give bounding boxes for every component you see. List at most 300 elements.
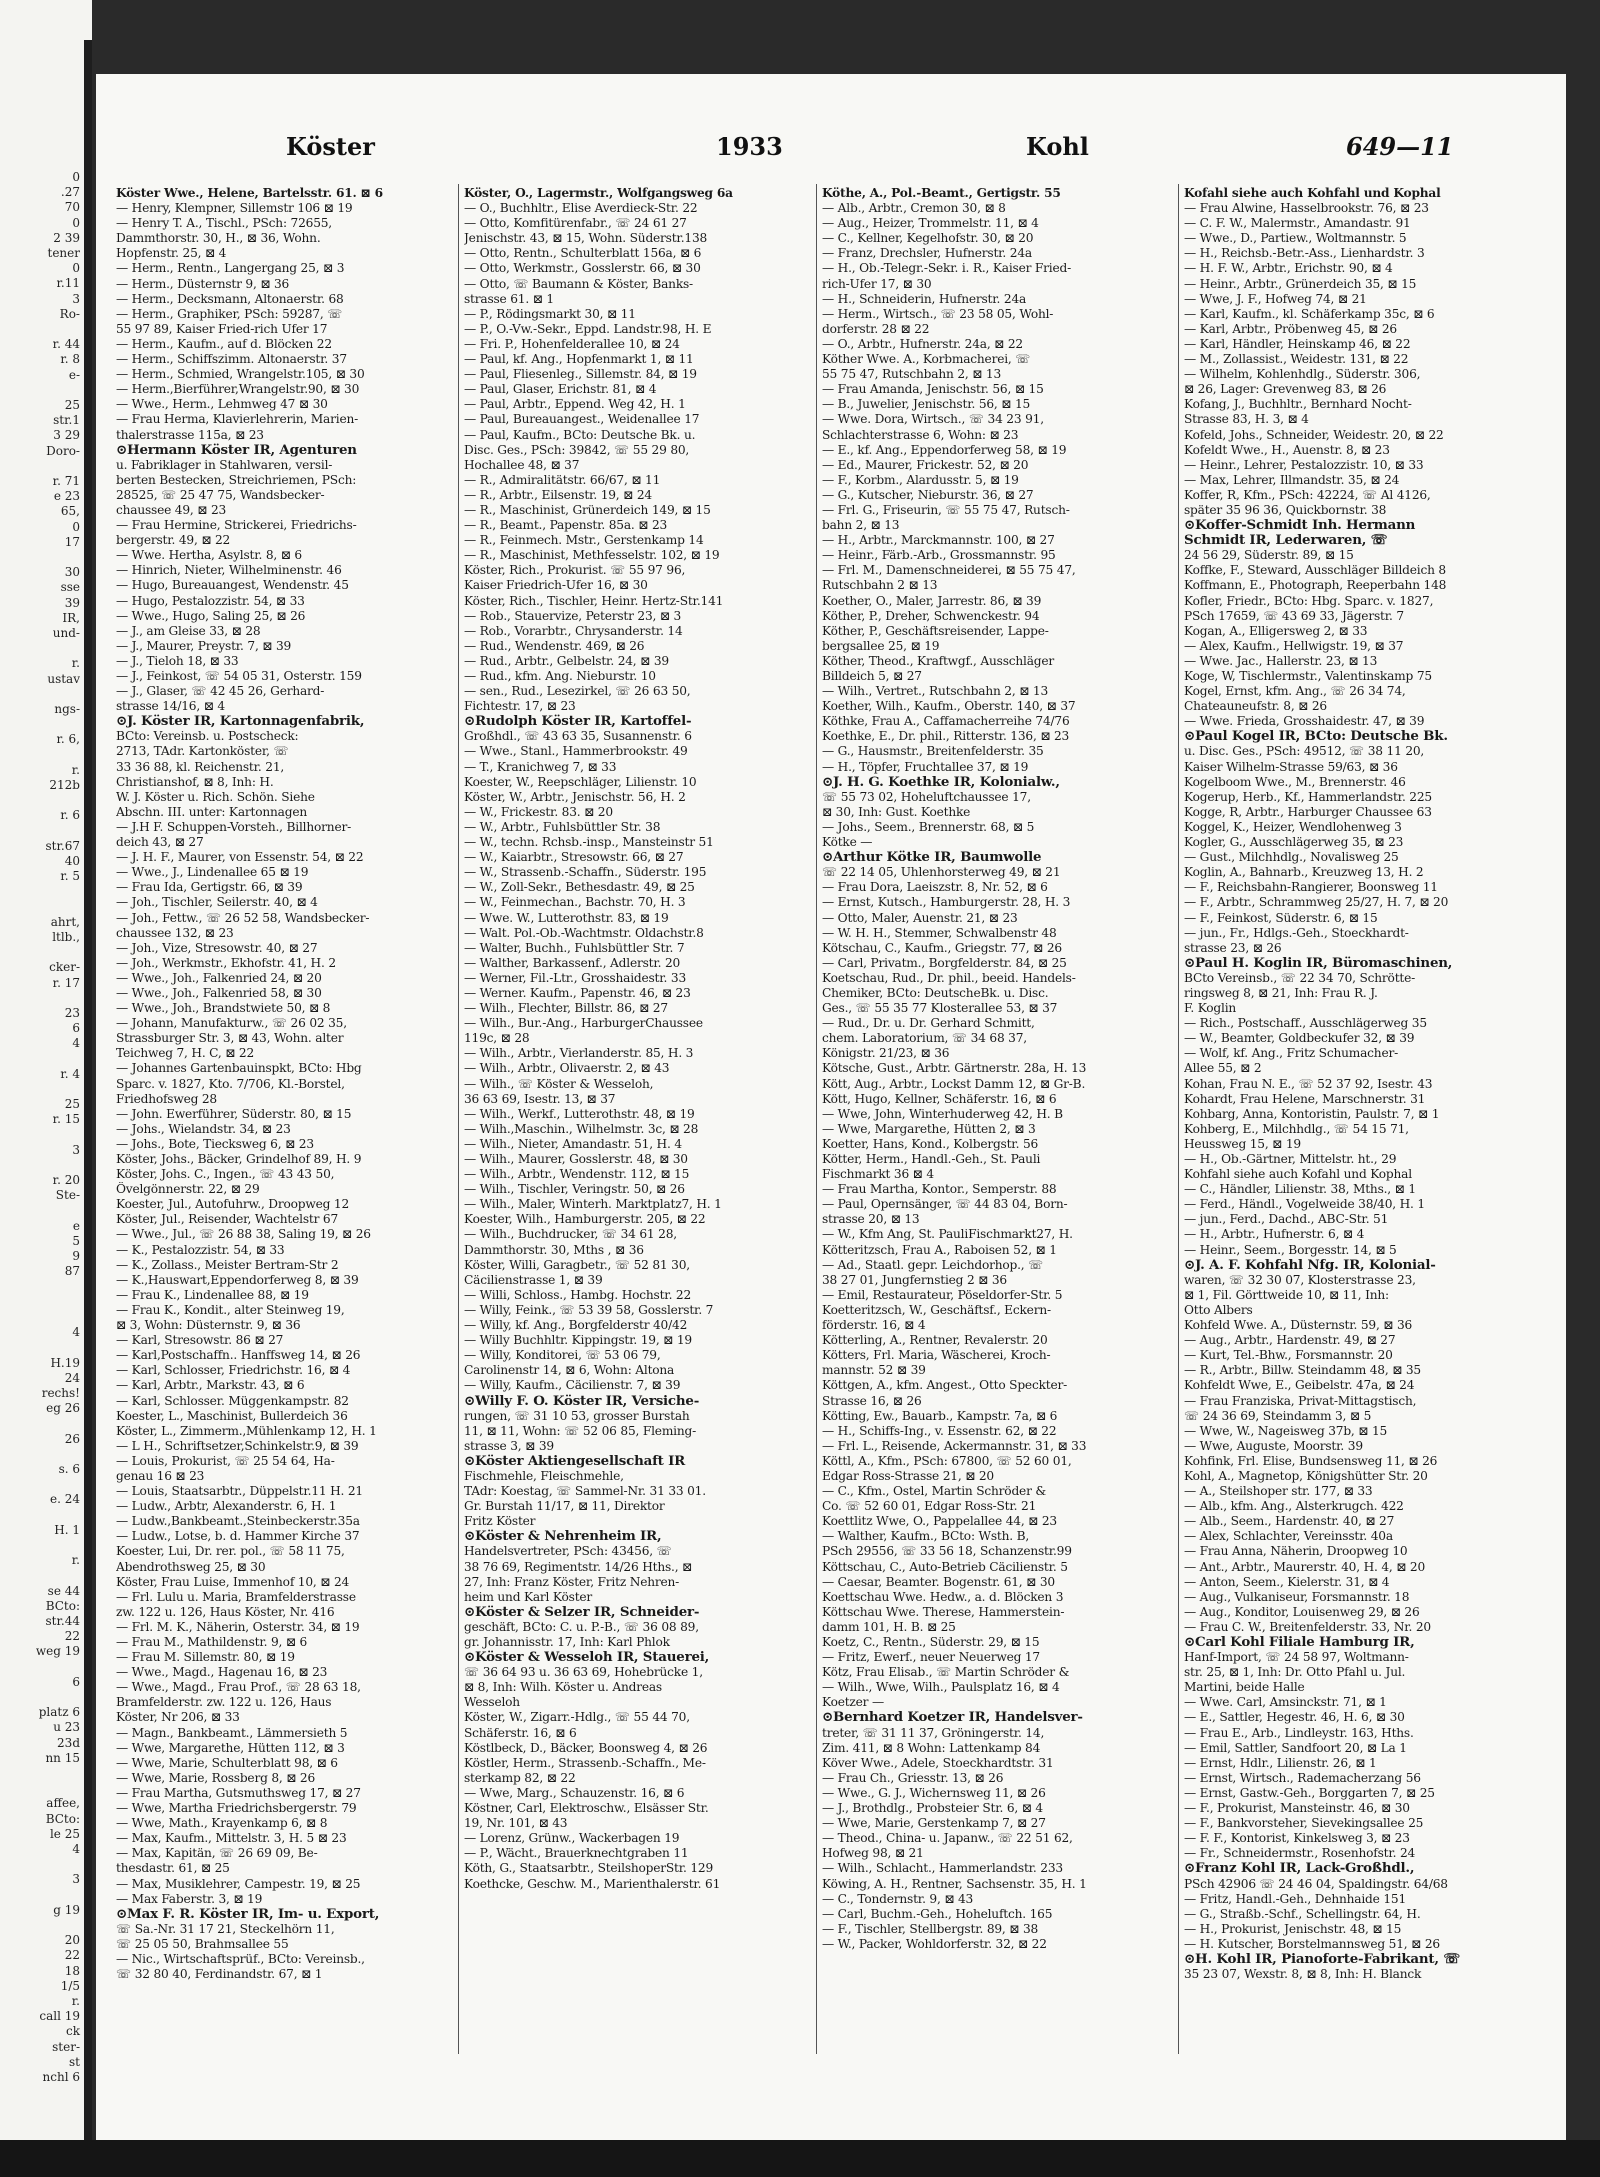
directory-entry: — W., Strassenb.-Schaffn., Süderstr. 195 [464, 865, 707, 880]
directory-entry: Kaiser Wilhelm-Strasse 59/63, ⊠ 36 [1184, 759, 1398, 774]
directory-entry: 24 56 29, Süderstr. 89, ⊠ 15 [1184, 548, 1354, 563]
column-divider [816, 184, 817, 2054]
directory-entry: — Ferd., Händl., Vogelweide 38/40, H. 1 [1184, 1197, 1425, 1212]
directory-entry: — Willy, Konditorei, ☏ 53 06 79, [464, 1348, 661, 1363]
directory-entry: Otto Albers [1184, 1302, 1253, 1317]
directory-entry: ☏ 22 14 05, Uhlenhorsterweg 49, ⊠ 21 [822, 865, 1061, 880]
directory-entry: — Karl,Postschaffn.. Hanffsweg 14, ⊠ 26 [116, 1348, 361, 1363]
directory-entry: — J.H F. Schuppen-Vorsteh., Billhorner- [116, 819, 351, 834]
directory-entry: — Ernst, Hdlr., Lilienstr. 26, ⊠ 1 [1184, 1755, 1377, 1770]
directory-entry: — Joh., Werkmstr., Ekhofstr. 41, H. 2 [116, 955, 336, 970]
directory-entry: Allee 55, ⊠ 2 [1184, 1061, 1262, 1076]
directory-entry: Köster Wwe., Helene, Bartelsstr. 61. ⊠ 6 [116, 186, 383, 200]
column-4 [1184, 186, 1546, 2086]
directory-entry: — W., Arbtr., Fuhlsbüttler Str. 38 [464, 819, 661, 834]
directory-entry: — Willy, Feink., ☏ 53 39 58, Gosslerstr. 7 [464, 1302, 714, 1317]
gutter-fragment: r. 15 [52, 1112, 80, 1127]
directory-entry: — Wwe., Magd., Frau Prof., ☏ 28 63 18, [116, 1680, 361, 1695]
directory-entry: Kohberg, E., Milchhdlg., ☏ 54 15 71, [1184, 1121, 1409, 1136]
directory-entry: W. J. Köster u. Rich. Schön. Siehe [116, 789, 315, 804]
directory-entry: ⊙ Rudolph Köster IR, Kartoffel- [464, 714, 812, 729]
gutter-fragment: r. [71, 1994, 80, 2008]
gutter-fragment: 3 [72, 1142, 80, 1157]
directory-entry: ⊙ Köster & Selzer IR, Schneider- [464, 1605, 812, 1620]
directory-entry: — Paul, kf. Ang., Hopfenmarkt 1, ⊠ 11 [464, 352, 694, 367]
gutter-fragment: 1/5 [60, 1978, 80, 1993]
directory-entry: — O., Buchhltr., Elise Averdieck-Str. 22 [464, 201, 698, 216]
directory-entry: u. Fabriklager in Stahlwaren, versil- [116, 457, 333, 472]
directory-entry: Kogel, Ernst, kfm. Ang., ☏ 26 34 74, [1184, 684, 1406, 699]
directory-entry: — W., techn. Rchsb.-insp., Mansteinstr 51 [464, 835, 714, 850]
column-divider [1178, 184, 1179, 2054]
gutter-fragment: str.1 [53, 413, 80, 428]
directory-entry: — Wwe., J., Lindenallee 65 ⊠ 19 [116, 865, 309, 880]
directory-entry: ☏ 55 73 02, Hoheluftchaussee 17, [822, 789, 1031, 804]
directory-entry: — Carl, Buchm.-Geh., Hoheluftch. 165 [822, 1906, 1053, 1921]
directory-entry: — Alb., Seem., Hardenstr. 40, ⊠ 27 [1184, 1514, 1395, 1529]
gutter-fragment: r. [71, 656, 80, 671]
directory-entry: Kogelboom Wwe., M., Brennerstr. 46 [1184, 774, 1406, 789]
directory-entry: — Alb., Arbtr., Cremon 30, ⊠ 8 [822, 201, 1006, 216]
directory-entry: Köthe, A., Pol.-Beamt., Gertigstr. 55 [822, 186, 1061, 200]
directory-entry: — Wilh., Arbtr., Wendenstr. 112, ⊠ 15 [464, 1167, 690, 1182]
directory-entry: Edgar Ross-Strasse 21, ⊠ 20 [822, 1468, 994, 1483]
directory-entry: — Herm.,Bierführer,Wrangelstr.90, ⊠ 30 [116, 382, 360, 397]
directory-entry: — Johs., Seem., Brennerstr. 68, ⊠ 5 [822, 819, 1035, 834]
page-header [96, 132, 1566, 172]
gutter-fragment: tener [47, 246, 80, 260]
directory-entry: Köwing, A. H., Rentner, Sachsenstr. 35, H. 1 [822, 1876, 1087, 1891]
directory-entry: — R., Arbtr., Eilsenstr. 19, ⊠ 24 [464, 487, 652, 502]
directory-entry: Kött, Aug., Arbtr., Lockst Damm 12, ⊠ Gr-B. [822, 1076, 1086, 1091]
directory-entry: Köster, Nr 206, ⊠ 33 [116, 1710, 240, 1725]
directory-entry: — K.,Hauswart,Eppendorferweg 8, ⊠ 39 [116, 1272, 359, 1287]
directory-entry: — F., Reichsbahn-Rangierer, Boonsweg 11 [1184, 880, 1438, 895]
directory-entry: — Carl, Privatm., Borgfelderstr. 84, ⊠ 25 [822, 955, 1067, 970]
gutter-fragment: 30 [64, 565, 80, 580]
gutter-fragment: s. 6 [58, 1462, 80, 1476]
directory-entry: Koethke, E., Dr. phil., Ritterstr. 136, ⊠ 23 [822, 729, 1070, 744]
gutter-fragment: Doro- [46, 443, 80, 458]
directory-entry: ⊙ Franz Kohl IR, Lack-Großhdl., [1184, 1861, 1546, 1876]
directory-entry: Kötz, Frau Elisab., ☏ Martin Schröder & [822, 1665, 1070, 1680]
directory-entry: — Werner. Kaufm., Papenstr. 46, ⊠ 23 [464, 985, 691, 1000]
directory-entry: Koetzer — [822, 1695, 884, 1710]
directory-entry: — Frau E., Arb., Lindleystr. 163, Hths. [1184, 1725, 1414, 1740]
gutter-fragment: r. 6, [56, 732, 80, 747]
directory-entry: zw. 122 u. 126, Haus Köster, Nr. 416 [116, 1604, 335, 1619]
gutter-fragment: 3 [72, 1872, 80, 1887]
directory-entry: Kohfeld Wwe. A., Düsternstr. 59, ⊠ 36 [1184, 1318, 1413, 1333]
directory-entry: strasse 61. ⊠ 1 [464, 291, 554, 306]
directory-entry: Chemiker, BCto: DeutscheBk. u. Disc. [822, 985, 1049, 1000]
directory-entry: berten Bestecken, Streichriemen, PSch: [116, 472, 357, 487]
directory-entry: — Wwe, Marie, Rossberg 8, ⊠ 26 [116, 1770, 316, 1785]
directory-entry: Kohfeldt Wwe, E., Geibelstr. 47a, ⊠ 24 [1184, 1378, 1415, 1393]
header-year: 1933 [716, 132, 783, 161]
directory-entry: ⊙ H. Kohl IR, Pianoforte-Fabrikant, ☏ [1184, 1952, 1546, 1967]
directory-entry: — Wwe., Joh., Brandstwiete 50, ⊠ 8 [116, 1001, 331, 1016]
gutter-fragment: IR, [62, 610, 80, 625]
directory-entry: — Wolf, kf. Ang., Fritz Schumacher- [1184, 1046, 1399, 1061]
gutter-fragment: e [72, 1218, 80, 1233]
directory-entry: chaussee 132, ⊠ 23 [116, 925, 234, 940]
gutter-fragment: r. 17 [52, 975, 80, 990]
directory-entry: — Werner, Fil.-Ltr., Grosshaidestr. 33 [464, 970, 686, 985]
directory-entry: — Frau Hermine, Strickerei, Friedrichs- [116, 518, 357, 533]
directory-entry: — L H., Schriftsetzer,Schinkelstr.9, ⊠ 39 [116, 1438, 359, 1453]
directory-entry: — Wilh.,Maschin., Wilhelmstr. 3c, ⊠ 28 [464, 1121, 699, 1136]
gutter-fragment: cker- [49, 960, 80, 975]
directory-entry: — Wwe., Jul., ☏ 26 88 38, Saling 19, ⊠ 26 [116, 1227, 371, 1242]
directory-entry: — R., Admiralitätstr. 66/67, ⊠ 11 [464, 472, 661, 487]
directory-entry: — Ed., Maurer, Frickestr. 52, ⊠ 20 [822, 457, 1029, 472]
directory-entry: — Otto, Komfitürenfabr., ☏ 24 61 27 [464, 216, 687, 231]
gutter-fragment: sse [60, 580, 80, 595]
directory-entry: Köster, Rich., Prokurist. ☏ 55 97 96, [464, 563, 686, 578]
directory-entry: — H., Arbtr., Hufnerstr. 6, ⊠ 4 [1184, 1227, 1365, 1242]
gutter-fragment: Ste- [55, 1188, 80, 1203]
directory-entry: Strassburger Str. 3, ⊠ 43, Wohn. alter [116, 1031, 344, 1046]
directory-entry: — Caesar, Beamter. Bogenstr. 61, ⊠ 30 [822, 1574, 1055, 1589]
directory-entry: ⊙ Köster & Wesseloh IR, Stauerei, [464, 1650, 812, 1665]
gutter-fragment: r. [71, 1553, 80, 1568]
directory-entry: — Frau Herma, Klavierlehrerin, Marien- [116, 412, 359, 427]
gutter-fragment: 39 [64, 595, 80, 610]
directory-entry: — Frl. Lulu u. Maria, Bramfelderstrasse [116, 1589, 356, 1604]
directory-entry: Koettlitz Wwe, O., Pappelallee 44, ⊠ 23 [822, 1514, 1057, 1529]
gutter-fragment: 0 [72, 261, 80, 276]
directory-entry: Kohan, Frau N. E., ☏ 52 37 92, Isestr. 43 [1184, 1076, 1433, 1091]
directory-entry: — P., Rödingsmarkt 30, ⊠ 11 [464, 306, 636, 321]
gutter-fragment: ustav [47, 671, 80, 686]
directory-entry: ⊙ Willy F. O. Köster IR, Versiche- [464, 1394, 812, 1409]
directory-entry: — Otto, Maler, Auenstr. 21, ⊠ 23 [822, 910, 1018, 925]
directory-entry: TAdr: Koestag, ☏ Sammel-Nr. 31 33 01. [464, 1484, 706, 1499]
directory-entry: — Walt. Pol.-Ob.-Wachtmstr. Oldachstr.8 [464, 925, 704, 940]
directory-entry: Köttschau, C., Auto-Betrieb Cäcilienstr. 5 [822, 1559, 1068, 1574]
directory-entry: — Karl, Arbtr., Markstr. 43, ⊠ 6 [116, 1378, 305, 1393]
directory-entry: Kötter, Herm., Handl.-Geh., St. Pauli [822, 1152, 1041, 1166]
directory-entry: — Theod., China- u. Japanw., ☏ 22 51 62, [822, 1831, 1073, 1846]
directory-entry: Köstner, Carl, Elektroschw., Elsässer Str. [464, 1801, 709, 1816]
directory-entry: Fischmarkt 36 ⊠ 4 [822, 1167, 934, 1182]
directory-entry: — Frau M. Sillemstr. 80, ⊠ 19 [116, 1650, 295, 1665]
directory-entry: — Wilh., Maurer, Gosslerstr. 48, ⊠ 30 [464, 1152, 688, 1166]
directory-entry: — Wilh., Vertret., Rutschbahn 2, ⊠ 13 [822, 684, 1049, 699]
directory-entry: PSch 29556, ☏ 33 56 18, Schanzenstr.99 [822, 1544, 1072, 1559]
directory-entry: Dammthorstr. 30, H., ⊠ 36, Wohn. [116, 231, 321, 246]
directory-entry: ⊙ Köster & Nehrenheim IR, [464, 1529, 812, 1544]
directory-entry: — Herm., Kaufm., auf d. Blöcken 22 [116, 336, 332, 351]
directory-entry: — Wwe, Martha Friedrichsbergerstr. 79 [116, 1801, 357, 1816]
directory-entry: — P., O.-Vw.-Sekr., Eppd. Landstr.98, H. E [464, 321, 712, 336]
directory-entry: — Wilh., Arbtr., Olivaerstr. 2, ⊠ 43 [464, 1061, 670, 1076]
gutter-fragment: 65, [60, 504, 80, 519]
gutter-fragment: ster- [52, 2039, 80, 2054]
directory-entry: — Wilh., Werkf., Lutterothstr. 48, ⊠ 19 [464, 1106, 695, 1121]
directory-entry: Kohbarg, Anna, Kontoristin, Paulstr. 7, ⊠ 1 [1184, 1106, 1440, 1121]
directory-entry: Rutschbahn 2 ⊠ 13 [822, 578, 938, 593]
directory-entry: ⊙ Koffer-Schmidt Inh. Hermann [1184, 518, 1546, 533]
directory-entry: — Heinr., Seem., Borgesstr. 14, ⊠ 5 [1184, 1242, 1397, 1257]
directory-entry: — Gust., Milchhdlg., Novalisweg 25 [1184, 850, 1399, 865]
directory-entry: — Max, Musiklehrer, Campestr. 19, ⊠ 25 [116, 1876, 361, 1891]
directory-entry: Bramfelderstr. zw. 122 u. 126, Haus [116, 1695, 332, 1710]
directory-entry: Köther, P., Dreher, Schwenckestr. 94 [822, 608, 1040, 623]
directory-entry: — Rud., Dr. u. Dr. Gerhard Schmitt, [822, 1016, 1035, 1031]
directory-entry: F. Koglin [1184, 1001, 1237, 1016]
directory-entry: ⊙ Paul Kogel IR, BCto: Deutsche Bk. [1184, 729, 1546, 744]
directory-entry: — Wwe, Marie, Schulterblatt 98, ⊠ 6 [116, 1755, 338, 1770]
directory-entry: — C., Kfm., Ostel, Martin Schröder & [822, 1484, 1047, 1499]
directory-entry: — Aug., Konditor, Louisenweg 29, ⊠ 26 [1184, 1604, 1420, 1619]
header-right-name: Kohl [1026, 132, 1089, 161]
directory-entry: — Wwe., Herm., Lehmweg 47 ⊠ 30 [116, 397, 328, 412]
directory-entry: — Wwe, Margarethe, Hütten 2, ⊠ 3 [822, 1121, 1036, 1136]
directory-entry: Teichweg 7, H. C, ⊠ 22 [116, 1046, 254, 1061]
directory-entry: 2713, TAdr. Kartonköster, ☏ [116, 744, 289, 759]
directory-entry: — Karl, Stresowstr. 86 ⊠ 27 [116, 1333, 284, 1348]
directory-entry: — Herm., Düsternstr 9, ⊠ 36 [116, 276, 290, 291]
directory-entry: — jun., Ferd., Dachd., ABC-Str. 51 [1184, 1212, 1389, 1227]
directory-entry: — Max Faberstr. 3, ⊠ 19 [116, 1891, 263, 1906]
directory-entry: — Willy Buchhltr. Kippingstr. 19, ⊠ 19 [464, 1333, 692, 1348]
directory-entry: — Hinrich, Nieter, Wilhelminenstr. 46 [116, 563, 342, 578]
directory-entry: Schäferstr. 16, ⊠ 6 [464, 1725, 577, 1740]
directory-entry: — Wwe., Stanl., Hammerbrookstr. 49 [464, 744, 688, 759]
directory-entry: — Fri. P., Hohenfelderallee 10, ⊠ 24 [464, 336, 680, 351]
directory-entry: später 35 96 36, Quickbornstr. 38 [1184, 502, 1387, 517]
directory-entry: — H., Ob.-Gärtner, Mittelstr. ht., 29 [1184, 1152, 1397, 1166]
column-3 [822, 186, 1174, 2086]
directory-entry: ⊙ Köster Aktiengesellschaft IR [464, 1454, 812, 1469]
gutter-fragment: 6 [72, 1021, 80, 1036]
directory-entry: — jun., Fr., Hdlgs.-Geh., Stoeckhardt- [1184, 925, 1409, 940]
directory-entry: Övelgönnerstr. 22, ⊠ 29 [116, 1182, 260, 1197]
directory-entry: — E., Sattler, Hegestr. 46, H. 6, ⊠ 30 [1184, 1710, 1405, 1725]
directory-entry: Gr. Burstah 11/17, ⊠ 11, Direktor [464, 1499, 665, 1514]
directory-entry: Ges., ☏ 55 35 77 Klosterallee 53, ⊠ 37 [822, 1001, 1058, 1016]
directory-entry: — Wilh., Buchdrucker, ☏ 34 61 28, [464, 1227, 677, 1242]
directory-entry: — C., Kellner, Kegelhofstr. 30, ⊠ 20 [822, 231, 1034, 246]
directory-entry: Koester, Jul., Autofuhrw., Droopweg 12 [116, 1197, 350, 1212]
directory-entry: 55 75 47, Rutschbahn 2, ⊠ 13 [822, 367, 1002, 382]
directory-entry: — Herm., Decksmann, Altonaerstr. 68 [116, 291, 344, 306]
header-left-name: Köster [286, 132, 375, 161]
directory-entry: 119c, ⊠ 28 [464, 1031, 530, 1046]
directory-entry: — Heinr., Färb.-Arb., Grossmannstr. 95 [822, 548, 1056, 563]
directory-entry: 27, Inh: Franz Köster, Fritz Nehren- [464, 1574, 680, 1589]
directory-entry: ⊙ J. H. G. Koethke IR, Kolonialw., [822, 775, 1174, 790]
directory-entry: — Herm., Graphiker, PSch: 59287, ☏ [116, 306, 343, 321]
directory-entry: damm 101, H. B. ⊠ 25 [822, 1619, 956, 1634]
directory-entry: ⊠ 26, Lager: Grevenweg 83, ⊠ 26 [1184, 382, 1387, 397]
gutter-fragment: 212b [49, 778, 80, 792]
directory-entry: — H., Schiffs-Ing., v. Essenstr. 62, ⊠ 22 [822, 1423, 1057, 1438]
directory-entry: — Alex, Schlachter, Vereinsstr. 40a [1184, 1529, 1393, 1544]
directory-entry: Kofeldt Wwe., H., Auenstr. 8, ⊠ 23 [1184, 442, 1390, 457]
directory-entry: Koge, W, Tischlermstr., Valentinskamp 75 [1184, 669, 1432, 683]
directory-entry: — W., Kaiarbtr., Stresowstr. 66, ⊠ 27 [464, 850, 684, 865]
directory-entry: — W., Zoll-Sekr., Bethesdastr. 49, ⊠ 25 [464, 880, 695, 895]
directory-entry: 28525, ☏ 25 47 75, Wandsbecker- [116, 487, 325, 502]
directory-entry: Kohfink, Frl. Elise, Bundsensweg 11, ⊠ 26 [1184, 1453, 1438, 1468]
directory-entry: Martini, beide Halle [1184, 1680, 1305, 1695]
directory-entry: — C., Händler, Lilienstr. 38, Mths., ⊠ 1 [1184, 1182, 1416, 1197]
gutter-fragment: nn 15 [45, 1750, 80, 1765]
directory-entry: 36 63 69, Isestr. 13, ⊠ 37 [464, 1091, 616, 1106]
directory-entry: Koester, Wilh., Hamburgerstr. 205, ⊠ 22 [464, 1212, 706, 1227]
directory-entry: — Walther, Kaufm., BCto: Wsth. B, [822, 1529, 1030, 1544]
directory-entry: ⊙ J. A. F. Kohfahl Nfg. IR, Kolonial- [1184, 1258, 1546, 1273]
directory-entry: Kötteritzsch, Frau A., Raboisen 52, ⊠ 1 [822, 1242, 1057, 1257]
directory-entry: — R., Maschinist, Methfesselstr. 102, ⊠ 19 [464, 548, 720, 563]
directory-entry: — F., Tischler, Stellbergstr. 89, ⊠ 38 [822, 1921, 1039, 1936]
column-divider [458, 184, 459, 2054]
directory-entry: Kohfahl siehe auch Kofahl und Kophal [1184, 1167, 1412, 1182]
directory-entry: — Wilh., Bur.-Ang., HarburgerChaussee [464, 1016, 703, 1031]
directory-entry: — W., Beamter, Goldbeckufer 32, ⊠ 39 [1184, 1031, 1415, 1046]
directory-entry: — J., Maurer, Preystr. 7, ⊠ 39 [116, 638, 292, 653]
directory-entry: ⊙ Paul H. Koglin IR, Büromaschinen, [1184, 956, 1546, 971]
gutter-fragment: H.19 [50, 1355, 80, 1370]
directory-entry: Kötsche, Gust., Arbtr. Gärtnerstr. 28a, H. 13 [822, 1061, 1087, 1076]
directory-entry: — Rich., Postschaff., Ausschlägerweg 35 [1184, 1016, 1427, 1031]
directory-entry: Friedhofsweg 28 [116, 1091, 217, 1106]
directory-entry: Kötschau, C., Kaufm., Griegstr. 77, ⊠ 26 [822, 940, 1062, 955]
directory-entry: Hochallee 48, ⊠ 37 [464, 457, 580, 472]
directory-entry: Köster, Jul., Reisender, Wachtelstr 67 [116, 1212, 338, 1227]
directory-entry: — Wilh., Flechter, Billstr. 86, ⊠ 27 [464, 1001, 668, 1016]
directory-entry: Billdeich 5, ⊠ 27 [822, 669, 922, 683]
directory-entry: — Frau M., Mathildenstr. 9, ⊠ 6 [116, 1635, 308, 1649]
directory-entry: strasse 3, ⊠ 39 [464, 1438, 554, 1453]
directory-entry: Dammthorstr. 30, Mths , ⊠ 36 [464, 1242, 644, 1257]
directory-entry: ⊙ Hermann Köster IR, Agenturen [116, 443, 454, 458]
gutter-fragment: BCto: [45, 1598, 80, 1613]
directory-entry: — Wilh., Nieter, Amandastr. 51, H. 4 [464, 1136, 682, 1151]
binding-shadow [84, 40, 92, 2177]
column-1 [116, 186, 454, 2086]
directory-entry: — Frl. G., Friseurin, ☏ 55 75 47, Rutsch- [822, 502, 1070, 517]
directory-entry: bergerstr. 49, ⊠ 22 [116, 533, 231, 548]
directory-entry: Köster, Frau Luise, Immenhof 10, ⊠ 24 [116, 1574, 350, 1589]
directory-entry: — O., Arbtr., Hufnerstr. 24a, ⊠ 22 [822, 336, 1023, 351]
directory-entry: — W. H. H., Stemmer, Schwalbenstr 48 [822, 925, 1057, 940]
directory-entry: — Wwe, Marg., Schauzenstr. 16, ⊠ 6 [464, 1785, 685, 1800]
directory-entry: — Wwe. Frieda, Grosshaidestr. 47, ⊠ 39 [1184, 714, 1425, 729]
gutter-fragment: BCto: [45, 1811, 80, 1826]
directory-entry: — B., Juwelier, Jenischstr. 56, ⊠ 15 [822, 397, 1031, 412]
directory-entry: Kofahl siehe auch Kohfahl und Kophal [1184, 186, 1441, 200]
directory-entry: Zim. 411, ⊠ 8 Wohn: Lattenkamp 84 [822, 1740, 1041, 1755]
directory-entry: BCto: Vereinsb. u. Postscheck: [116, 729, 299, 744]
directory-entry: Schmidt IR, Lederwaren, ☏ [1184, 533, 1388, 549]
directory-entry: Hopfenstr. 25, ⊠ 4 [116, 246, 227, 261]
directory-entry: — Wwe. Carl, Amsinckstr. 71, ⊠ 1 [1184, 1695, 1387, 1710]
directory-entry: — Alex, Kaufm., Hellwigstr. 19, ⊠ 37 [1184, 638, 1404, 653]
directory-entry: — Anton, Seem., Kielerstr. 31, ⊠ 4 [1184, 1574, 1390, 1589]
directory-entry: — Karl, Schlosser, Friedrichstr. 16, ⊠ 4 [116, 1363, 351, 1378]
gutter-fragment: 5 [72, 1234, 80, 1248]
gutter-fragment: st [69, 2054, 80, 2069]
directory-entry: — W., Packer, Wohldorferstr. 32, ⊠ 22 [822, 1936, 1047, 1951]
directory-entry: — Emil, Sattler, Sandfoort 20, ⊠ La 1 [1184, 1740, 1407, 1755]
directory-entry: — Frau K., Lindenallee 88, ⊠ 19 [116, 1287, 309, 1302]
gutter-fragment: r. 8 [60, 352, 80, 367]
directory-entry: Abendrothsweg 25, ⊠ 30 [116, 1559, 266, 1574]
directory-entry: Koester, L., Maschinist, Bullerdeich 36 [116, 1408, 348, 1423]
gutter-fragment: 20 [64, 1933, 80, 1948]
directory-entry: Koffke, F., Steward, Ausschläger Billdeich 8 [1184, 563, 1446, 578]
gutter-fragment: ck [66, 2024, 80, 2039]
directory-entry: Koglin, A., Bahnarb., Kreuzweg 13, H. 2 [1184, 865, 1424, 880]
directory-entry: Großhdl., ☏ 43 63 35, Susannenstr. 6 [464, 729, 692, 744]
directory-entry: heim und Karl Köster [464, 1589, 593, 1604]
directory-entry: ⊠ 30, Inh: Gust. Koethke [822, 804, 971, 819]
directory-entry: mannstr. 52 ⊠ 39 [822, 1363, 926, 1378]
directory-entry: — J., Feinkost, ☏ 54 05 31, Osterstr. 159 [116, 669, 362, 683]
directory-entry: — Alb., kfm. Ang., Alsterkrugch. 422 [1184, 1499, 1404, 1514]
gutter-fragment: r. 44 [52, 337, 80, 352]
directory-entry: — Frau Martha, Kontor., Semperstr. 88 [822, 1182, 1057, 1197]
directory-entry: — F., Feinkost, Süderstr. 6, ⊠ 15 [1184, 910, 1378, 925]
directory-entry: — Willy, kf. Ang., Borgfelderstr 40/42 [464, 1318, 688, 1333]
directory-entry: — J., Brothdlg., Probsteier Str. 6, ⊠ 4 [822, 1801, 1043, 1816]
directory-entry: treter, ☏ 31 11 37, Gröningerstr. 14, [822, 1725, 1045, 1740]
directory-entry: Wesseloh [464, 1695, 520, 1710]
directory-entry: — Joh., Fettw., ☏ 26 52 58, Wandsbecker- [116, 910, 370, 925]
directory-entry: — G., Kutscher, Nieburstr. 36, ⊠ 27 [822, 487, 1034, 502]
directory-entry: — Kurt, Tel.-Bhw., Forsmannstr. 20 [1184, 1348, 1393, 1363]
directory-entry: Handelsvertreter, PSch: 43456, ☏ [464, 1544, 672, 1559]
directory-entry: — Lorenz, Grünw., Wackerbagen 19 [464, 1831, 680, 1846]
directory-entry: Kötterling, A., Rentner, Revalerstr. 20 [822, 1333, 1048, 1348]
directory-entry: — Henry, Klempner, Sillemstr 106 ⊠ 19 [116, 201, 353, 216]
gutter-fragment: r. 71 [52, 474, 80, 488]
directory-entry: Co. ☏ 52 60 01, Edgar Ross-Str. 21 [822, 1499, 1037, 1514]
gutter-fragment: 4 [72, 1325, 80, 1340]
directory-entry: ⊠ 3, Wohn: Düsternstr. 9, ⊠ 36 [116, 1318, 301, 1333]
directory-entry: Koetz, C., Rentn., Süderstr. 29, ⊠ 15 [822, 1635, 1040, 1649]
directory-entry: — sen., Rud., Lesezirkel, ☏ 26 63 50, [464, 684, 691, 699]
directory-entry: — W., Feinmechan., Bachstr. 70, H. 3 [464, 895, 686, 910]
directory-entry: ☏ Sa.-Nr. 31 17 21, Steckelhörn 11, [116, 1921, 335, 1936]
directory-entry: Köther, P., Geschäftsreisender, Lappe- [822, 623, 1049, 638]
directory-entry: — T., Kranichweg 7, ⊠ 33 [464, 759, 617, 774]
gutter-fragment: ltlb., [52, 930, 80, 944]
gutter-fragment: weg 19 [35, 1644, 80, 1659]
directory-entry: — Otto, ☏ Baumann & Köster, Banks- [464, 276, 693, 291]
gutter-fragment: 4 [72, 1842, 80, 1856]
gutter-fragment: 22 [64, 1629, 80, 1644]
directory-entry: — Karl, Kaufm., kl. Schäferkamp 35c, ⊠ 6 [1184, 306, 1435, 321]
header-page-number: 649—11 [1346, 132, 1454, 161]
directory-entry: Koester, W., Reepschläger, Lilienstr. 10 [464, 774, 697, 789]
directory-entry: Köstler, Herm., Strassenb.-Schaffn., Me- [464, 1755, 706, 1770]
directory-entry: Carolinenstr 14, ⊠ 6, Wohn: Altona [464, 1363, 675, 1378]
gutter-fragment: 25 [64, 1097, 80, 1112]
directory-entry: Köth, G., Staatsarbtr., SteilshoperStr. 129 [464, 1861, 714, 1876]
directory-entry: Hofweg 98, ⊠ 21 [822, 1846, 924, 1861]
directory-entry: Koggel, K., Heizer, Wendlohenweg 3 [1184, 819, 1402, 834]
directory-entry: ⊙ Max F. R. Köster IR, Im- u. Export, [116, 1907, 454, 1922]
gutter-fragment: ngs- [54, 702, 80, 716]
directory-entry: 33 36 88, kl. Reichenstr. 21, [116, 759, 285, 774]
directory-entry: thalerstrasse 115a, ⊠ 23 [116, 427, 264, 442]
directory-entry: Kogerup, Herb., Kf., Hammerlandstr. 225 [1184, 789, 1432, 804]
